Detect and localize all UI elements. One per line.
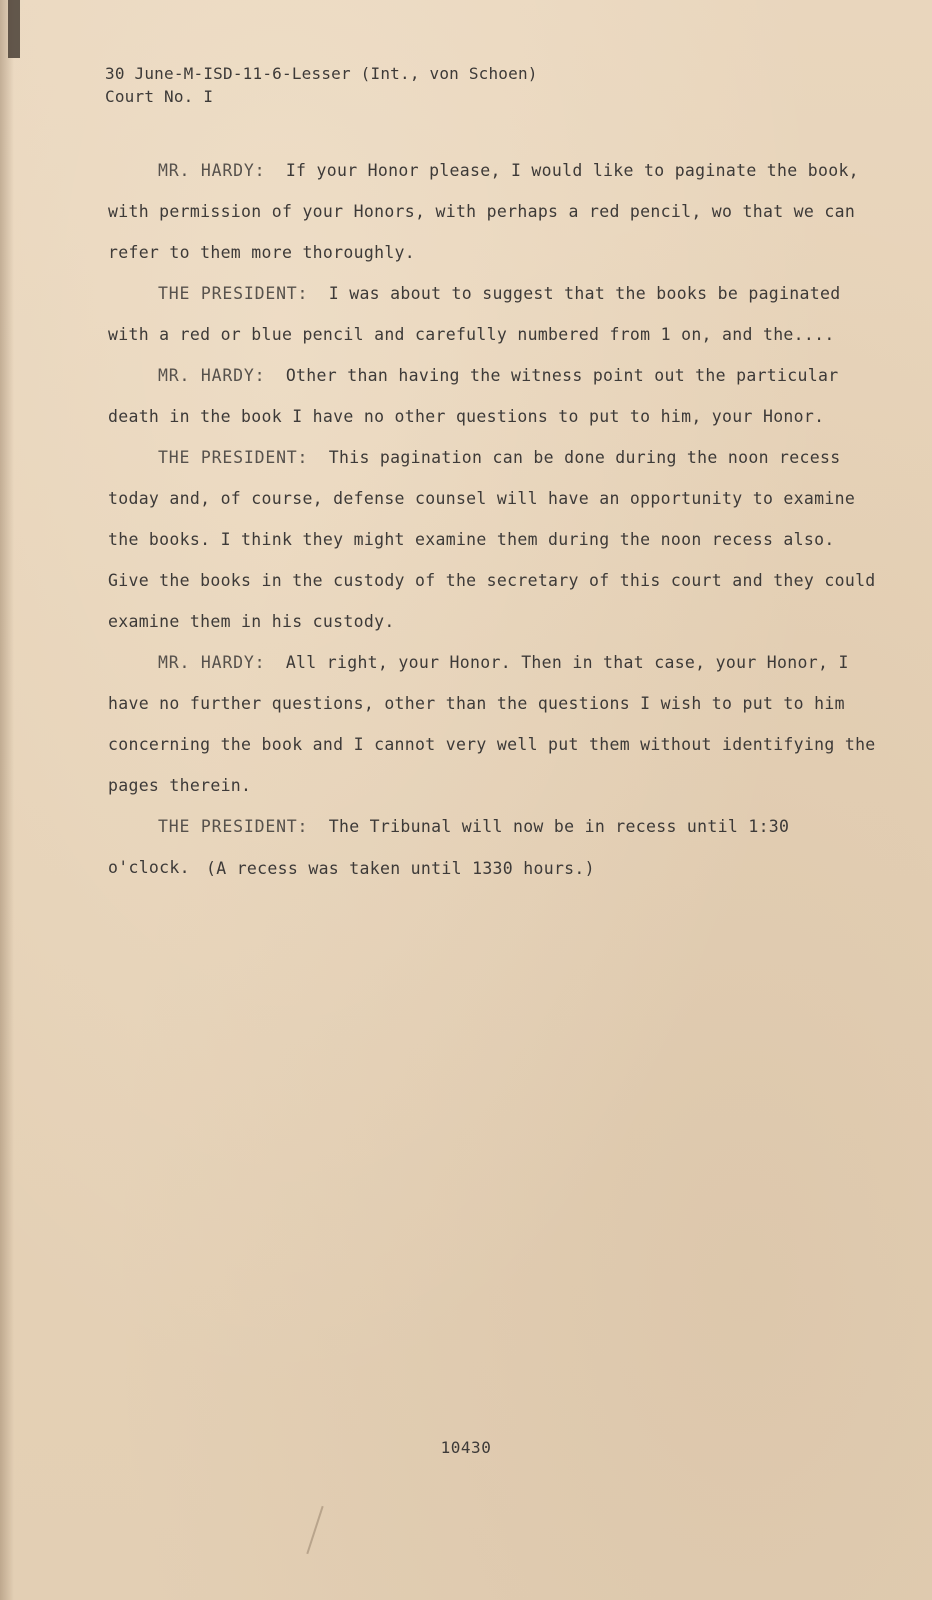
paragraph-text: Other than having the witness point out the particular death in the book I have no other questions to put to him, your Honor.	[108, 366, 849, 426]
recess-note-text: (A recess was taken until 1330 hours.)	[206, 859, 595, 878]
speaker-label: MR. HARDY:	[158, 161, 266, 180]
header-line-1: 30 June-M-ISD-11-6-Lesser (Int., von Schoen)	[105, 64, 538, 83]
paragraph-5	[108, 642, 886, 806]
paragraph-text: All right, your Honor. Then in that case, your Honor, I have no further questions, other than the questions I wish to put to him concerning the book and I cannot very well put them without identifying the pages therein.	[108, 653, 886, 795]
binding-mark	[8, 0, 20, 58]
recess-note	[108, 848, 878, 889]
speaker-label: MR. HARDY:	[158, 366, 266, 385]
speaker-label: THE PRESIDENT:	[158, 448, 309, 467]
paragraph-text: This pagination can be done during the noon recess today and, of course, defense counsel will have an opportunity to examine the books. I think they might examine them during the noon recess also. Give the books in the custody of the secretary of this court and they could examine them in his custody.	[108, 448, 886, 631]
header-line-2: Court No. I	[105, 87, 214, 106]
speaker-label: MR. HARDY:	[158, 653, 266, 672]
paragraph-text: The Tribunal will now be in recess until 1:30 o'clock.	[108, 817, 800, 877]
pencil-smudge	[306, 1506, 323, 1554]
paragraph-1	[108, 150, 878, 273]
paragraph-text: If your Honor please, I would like to paginate the book, with permission of your Honors, with perhaps a red pencil, wo that we can refer to them more thoroughly.	[108, 161, 870, 262]
document-header	[105, 62, 538, 108]
paragraph-text: I was about to suggest that the books be paginated with a red or blue pencil and carefully numbered from 1 on, and the....	[108, 284, 851, 344]
speaker-label: THE PRESIDENT:	[158, 284, 309, 303]
page-number: 10430	[440, 1438, 492, 1457]
paragraph-2	[108, 273, 878, 355]
paragraph-3	[108, 355, 878, 437]
paragraph-4	[108, 437, 886, 642]
speaker-label: THE PRESIDENT:	[158, 817, 309, 836]
torn-edge-shadow	[0, 0, 14, 1600]
